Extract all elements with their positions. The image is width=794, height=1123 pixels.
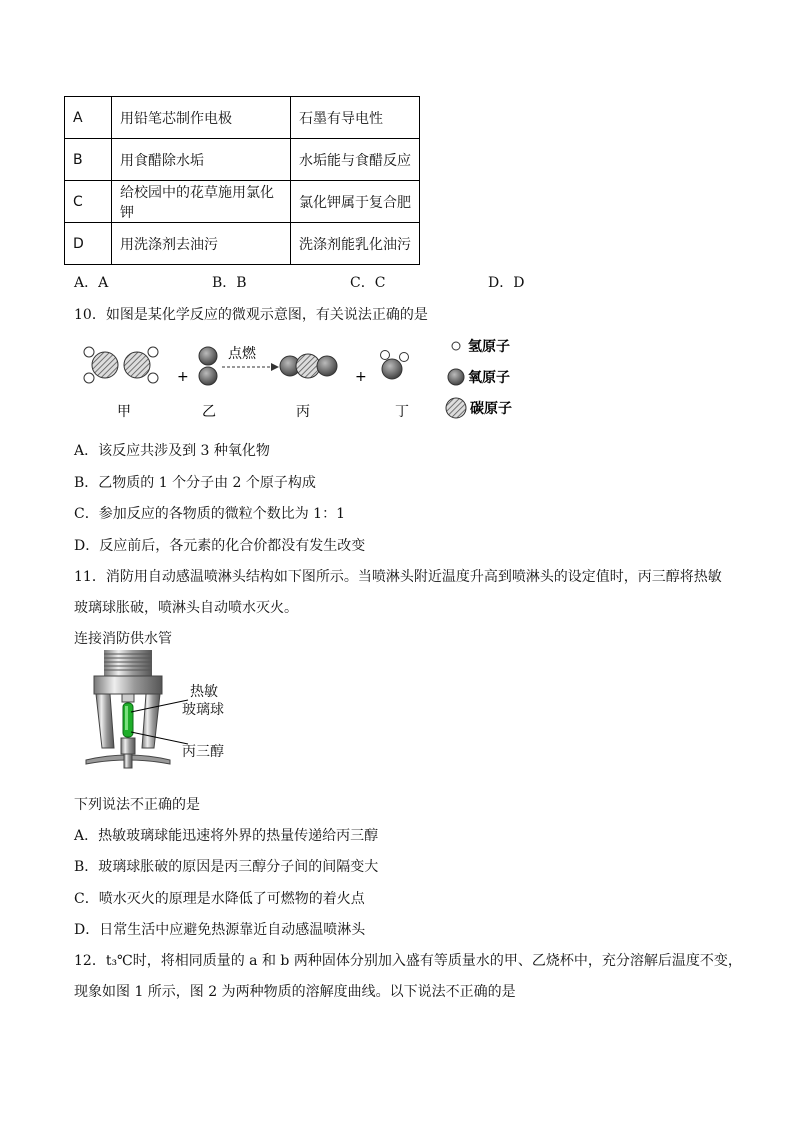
legend-oxygen: 氧原子 <box>468 370 510 386</box>
plus-sign: + <box>355 369 367 385</box>
answer-d: D．D <box>488 275 525 291</box>
option-letter: B <box>65 139 112 181</box>
option-letter: D <box>65 223 112 265</box>
reaction-diagram <box>80 336 540 420</box>
question-11-stem: 11．消防用自动感温喷淋头结构如下图所示。当喷淋头附近温度升高到喷淋头的设定值时，丙三醇将热敏 <box>74 569 722 585</box>
q11-option-b: B．玻璃球胀破的原因是丙三醇分子间的间隔变大 <box>74 859 379 875</box>
options-table <box>64 96 420 265</box>
table-row <box>65 97 420 139</box>
molecule-bing <box>280 354 337 378</box>
option-reason: 石墨有导电性 <box>291 97 420 139</box>
legend-carbon: 碳原子 <box>470 401 512 417</box>
table-row <box>65 181 420 223</box>
option-letter: C <box>65 181 112 223</box>
option-reason: 洗涤剂能乳化油污 <box>291 223 420 265</box>
q10-option-a: A．该反应共涉及到 3 种氧化物 <box>74 443 270 459</box>
figure-top-label: 连接消防供水管 <box>74 631 172 647</box>
q11-option-d: D．日常生活中应避免热源靠近自动感温喷淋头 <box>74 922 366 938</box>
question-12-stem: 12．t₃℃时，将相同质量的 a 和 b 两种固体分别加入盛有等质量水的甲、乙烧杯中，充分溶解后温度不变， <box>74 953 742 969</box>
label-heat-bulb-line2: 玻璃球 <box>182 702 224 718</box>
q11-option-c: C．喷水灭火的原理是水降低了可燃物的着火点 <box>74 891 365 907</box>
option-action: 给校园中的花草施用氯化钾 <box>112 181 291 223</box>
arrow-condition: 点燃 <box>228 346 256 362</box>
label-bing: 丙 <box>296 404 310 420</box>
q11-option-a: A．热敏玻璃球能迅速将外界的热量传递给丙三醇 <box>74 828 379 844</box>
option-reason: 水垢能与食醋反应 <box>291 139 420 181</box>
label-jia: 甲 <box>117 404 131 420</box>
answer-c: C．C <box>350 275 386 291</box>
sprinkler-figure <box>84 648 196 776</box>
q10-option-c: C．参加反应的各物质的微粒个数比为 1：1 <box>74 506 345 522</box>
molecule-ding <box>381 351 409 380</box>
label-yi: 乙 <box>202 404 216 420</box>
molecule-yi <box>199 347 217 385</box>
label-heat-bulb-line1: 热敏 <box>190 684 218 700</box>
answer-b: B．B <box>212 275 247 291</box>
legend <box>446 338 512 418</box>
table-row <box>65 223 420 265</box>
answer-a: A．A <box>74 275 109 291</box>
option-letter: A <box>65 97 112 139</box>
option-action: 用食醋除水垢 <box>112 139 291 181</box>
option-action: 用洗涤剂去油污 <box>112 223 291 265</box>
option-action: 用铅笔芯制作电极 <box>112 97 291 139</box>
question-10-stem: 10．如图是某化学反应的微观示意图，有关说法正确的是 <box>74 307 428 323</box>
plus-sign: + <box>177 369 189 385</box>
label-ding: 丁 <box>395 404 409 420</box>
q10-option-b: B．乙物质的 1 个分子由 2 个原子构成 <box>74 475 316 491</box>
legend-hydrogen: 氢原子 <box>468 339 510 355</box>
label-glycerol: 丙三醇 <box>182 744 224 760</box>
table-row <box>65 139 420 181</box>
question-12-stem-cont: 现象如图 1 所示，图 2 为两种物质的溶解度曲线。以下说法不正确的是 <box>74 984 516 1000</box>
q10-option-d: D．反应前后，各元素的化合价都没有发生改变 <box>74 538 366 554</box>
molecule-jia <box>84 347 158 383</box>
question-11-stem-cont: 玻璃球胀破，喷淋头自动喷水灭火。 <box>74 600 298 616</box>
option-reason: 氯化钾属于复合肥 <box>291 181 420 223</box>
question-11-prompt: 下列说法不正确的是 <box>74 797 200 813</box>
